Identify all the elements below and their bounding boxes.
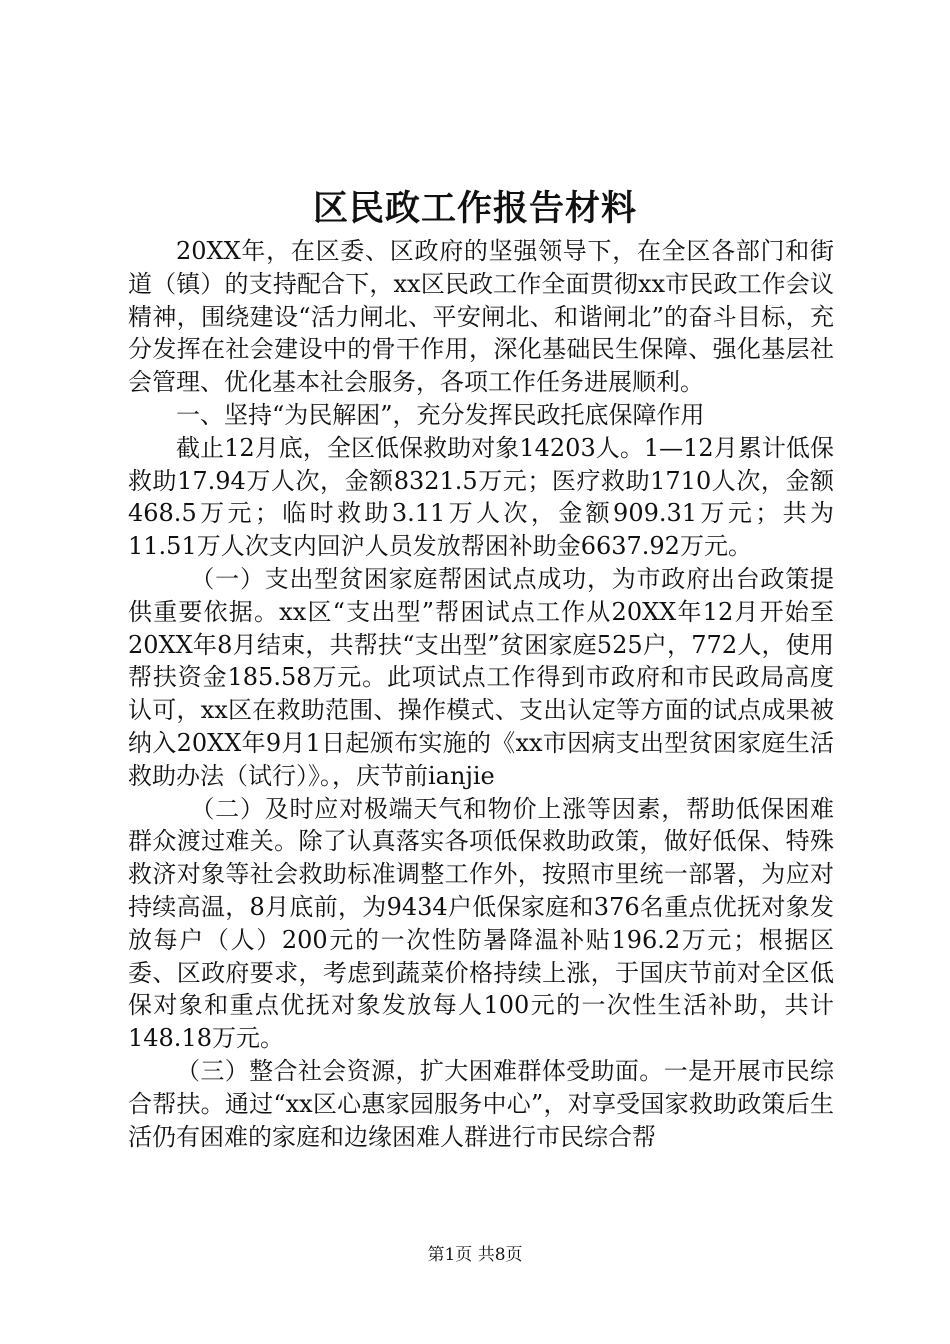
paragraph-intro: 20XX年，在区委、区政府的坚强领导下，在全区各部门和街道（镇）的支持配合下，xx区民政工作全面贯彻xx市民政工作会议精神，围绕建设“活力闸北、平安闸北、和谐闸北”的奋斗目标，充分发挥在社会建设中的骨干作用，深化基础民生保障、强化基层社会管理、优化基本社会服务，各项工作任务进展顺利。 bbox=[128, 237, 834, 397]
document-body bbox=[128, 235, 834, 1153]
paragraph-item-1: （一）支出型贫困家庭帮困试点成功，为市政府出台政策提供重要依据。xx区“支出型”帮困试点工作从20XX年12月开始至20XX年8月结束，共帮扶“支出型”贫困家庭525户，772人，使用帮扶资金185.58万元。此项试点工作得到市政府和市民政局高度认可，xx区在救助范围、操作模式、支出认定等方面的试点成果被纳入20XX年9月1日起颁布实施的《xx市因病支出型贫困家庭生活救助办法（试行）》。，庆节前ianjie bbox=[128, 564, 834, 790]
paragraph-statistics: 截止12月底，全区低保救助对象14203人。1—12月累计低保救助17.94万人次，金额8321.5万元；医疗救助1710人次，金额468.5万元；临时救助3.11万人次，金额909.31万元；共为11.51万人次支内回沪人员发放帮困补助金6637.92万元。 bbox=[128, 433, 834, 561]
paragraph-item-3: （三）整合社会资源，扩大困难群体受助面。一是开展市民综合帮扶。通过“xx区心惠家园服务中心”，对享受国家救助政策后生活仍有困难的家庭和边缘困难人群进行市民综合帮 bbox=[128, 1056, 834, 1151]
page-footer: 第1页 共8页 bbox=[427, 1245, 523, 1265]
paragraph-item-2: （二）及时应对极端天气和物价上涨等因素，帮助低保困难群众渡过难关。除了认真落实各项低保救助政策，做好低保、特殊救济对象等社会救助标准调整工作外，按照市里统一部署，为应对持续高温，8月底前，为9434户低保家庭和376名重点优抚对象发放每户（人）200元的一次性防暑降温补贴196.2万元；根据区委、区政府要求，考虑到蔬菜价格持续上涨，于国庆节前对全区低保对象和重点优抚对象发放每人100元的一次性生活补助，共计148.18万元。 bbox=[128, 794, 834, 1053]
section-heading: 一、坚持“为民解困”，充分发挥民政托底保障作用 bbox=[176, 400, 705, 429]
document-title: 区民政工作报告材料 bbox=[312, 188, 637, 229]
